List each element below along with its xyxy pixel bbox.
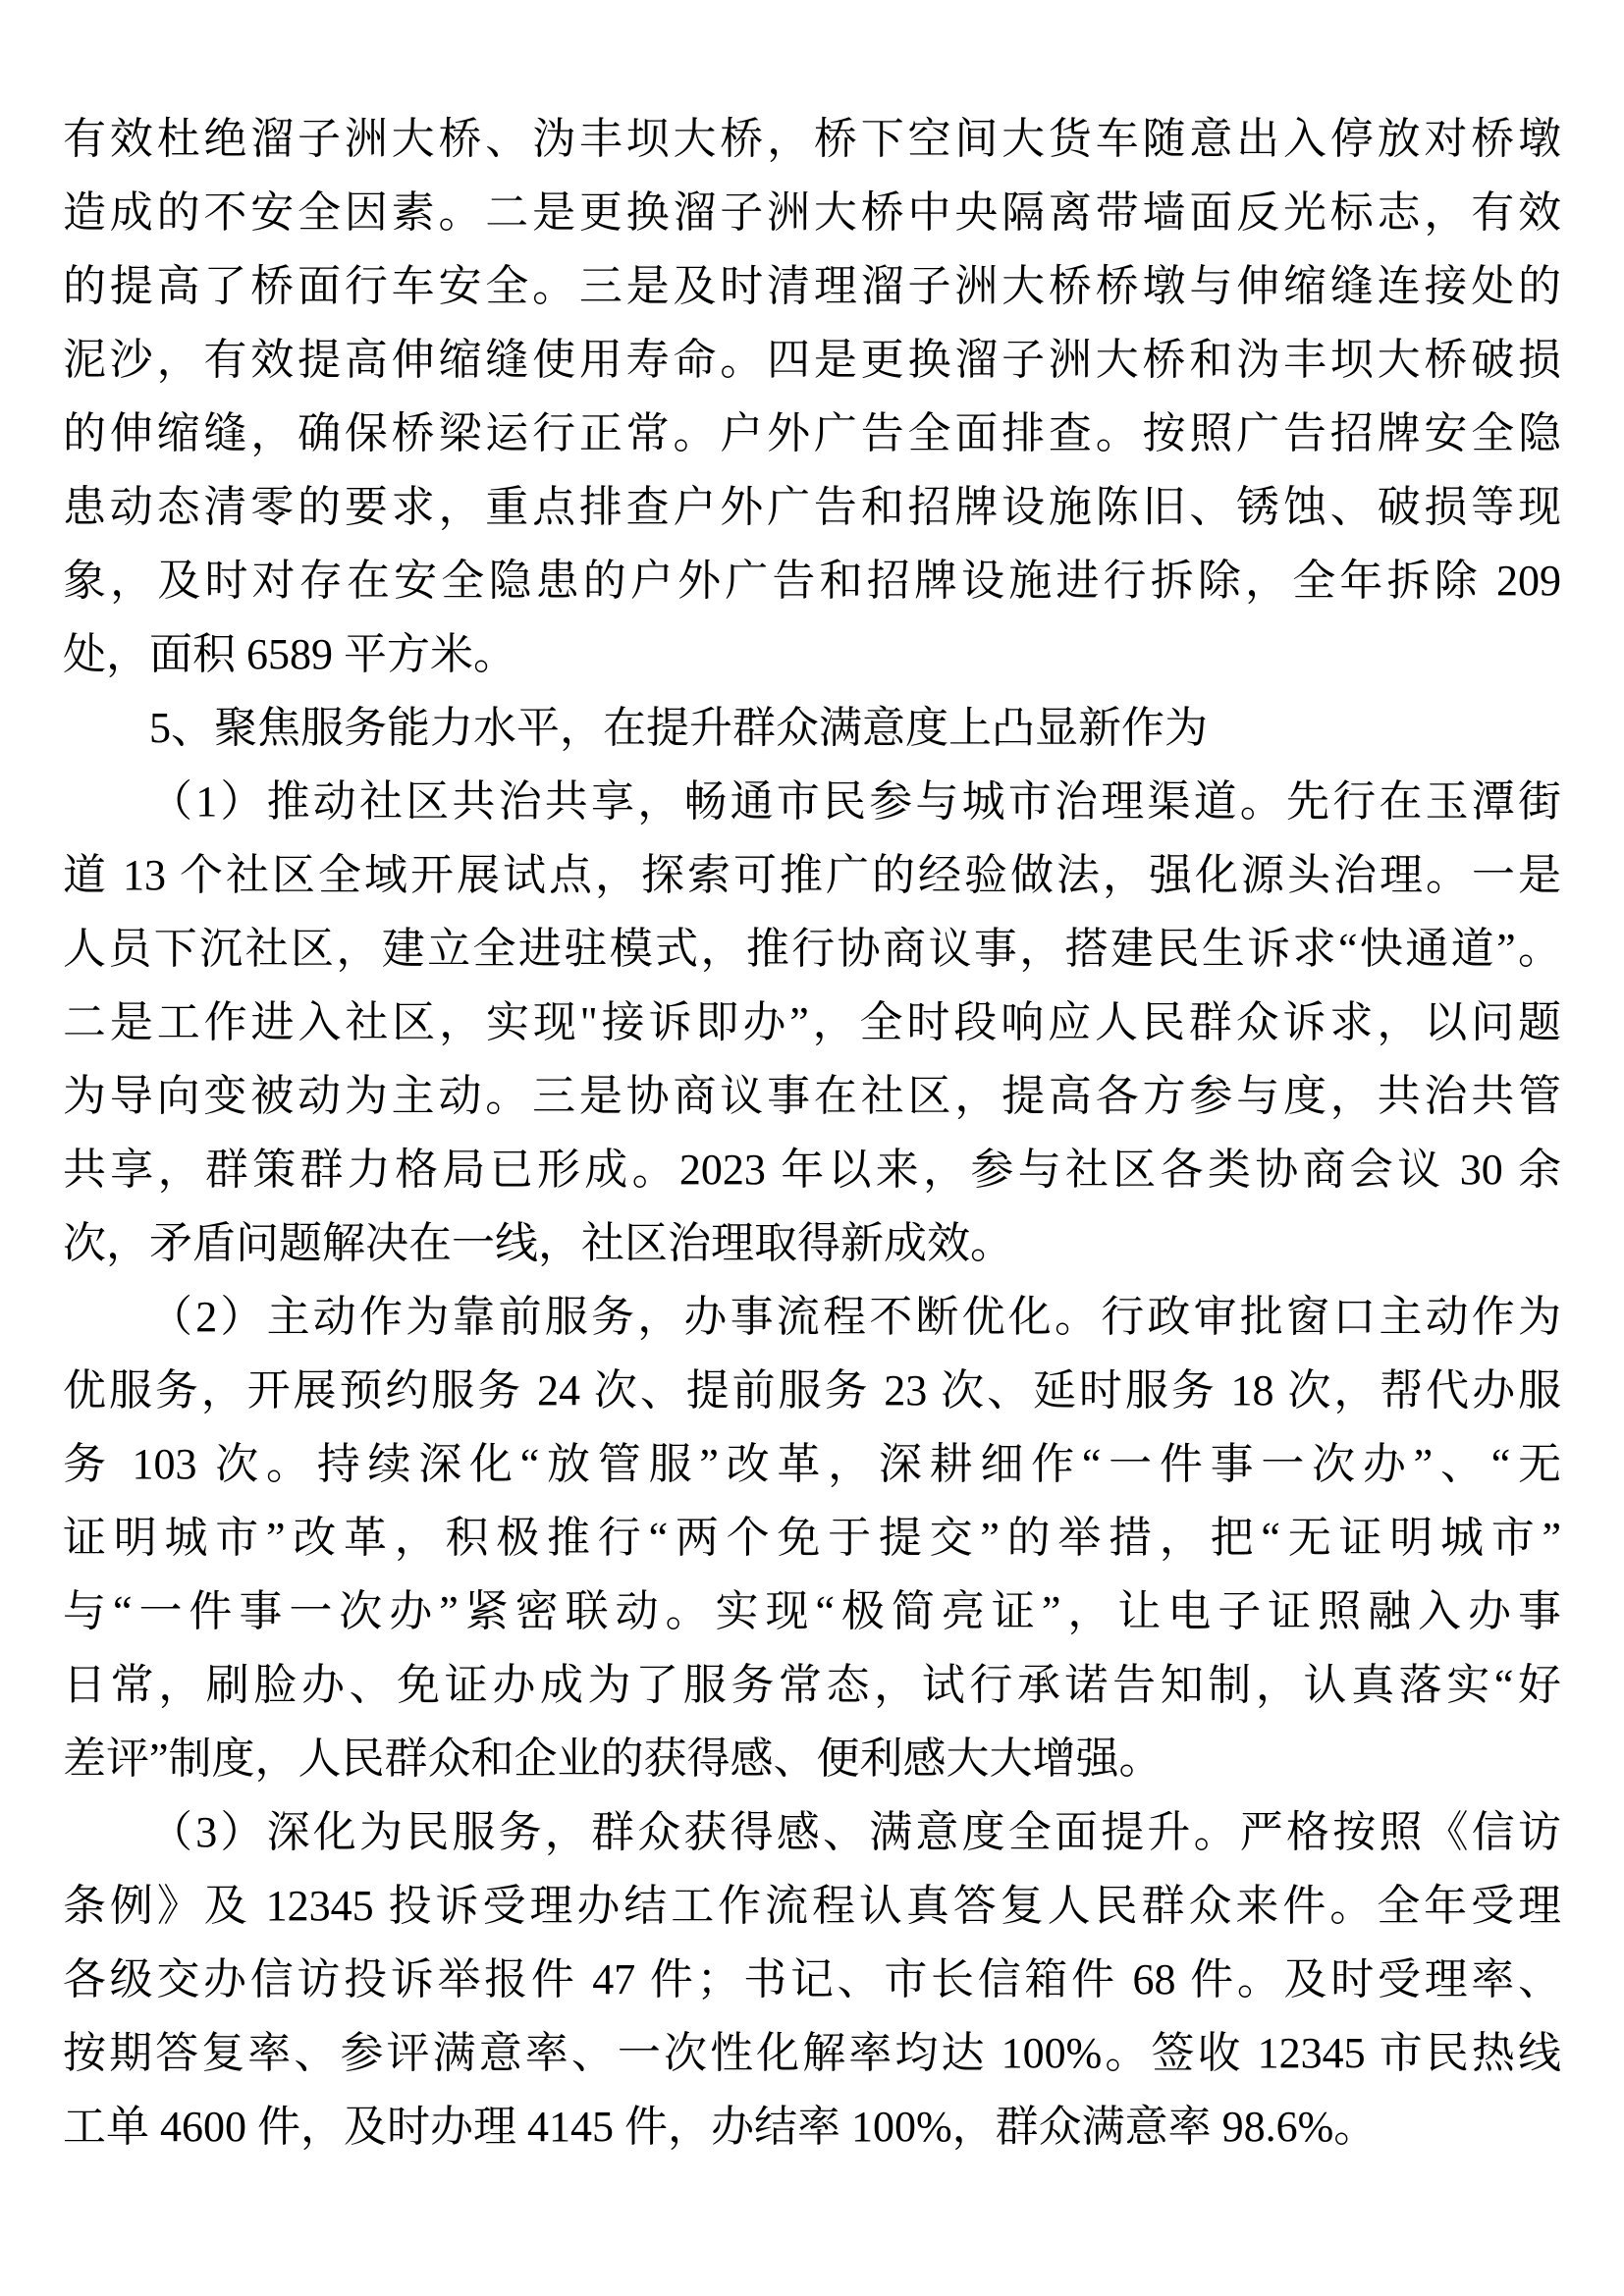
text-line: 的伸缩缝，确保桥梁运行正常。户外广告全面排查。按照广告招牌安全隐 bbox=[63, 409, 1561, 457]
page-body bbox=[63, 102, 1561, 2163]
text-line: 按期答复率、参评满意率、一次性化解率均达 100%。签收 12345 市民热线 bbox=[63, 2029, 1561, 2077]
text-line: 人员下沉社区，建立全进驻模式，推行协商议事，搭建民生诉求“快通道”。 bbox=[63, 925, 1561, 973]
text-line: 造成的不安全因素。二是更换溜子洲大桥中央隔离带墙面反光标志，有效 bbox=[63, 188, 1561, 237]
text-line: 差评”制度，人民群众和企业的获得感、便利感大大增强。 bbox=[63, 1735, 1163, 1783]
section-heading: 5、聚焦服务能力水平，在提升群众满意度上凸显新作为 bbox=[149, 704, 1208, 752]
text-line: 的提高了桥面行车安全。三是及时清理溜子洲大桥桥墩与伸缩缝连接处的 bbox=[63, 262, 1561, 310]
text-line: 处，面积 6589 平方米。 bbox=[63, 630, 516, 678]
text-line: 有效杜绝溜子洲大桥、沩丰坝大桥，桥下空间大货车随意出入停放对桥墩 bbox=[63, 115, 1561, 163]
text-line: 为导向变被动为主动。三是协商议事在社区，提高各方参与度，共治共管 bbox=[63, 1072, 1561, 1120]
text-line: 共享，群策群力格局已形成。2023 年以来，参与社区各类协商会议 30 余 bbox=[63, 1146, 1561, 1194]
text-line: （2）主动作为靠前服务，办事流程不断优化。行政审批窗口主动作为 bbox=[149, 1293, 1561, 1341]
text-line: 与“一件事一次办”紧密联动。实现“极简亮证”，让电子证照融入办事 bbox=[63, 1587, 1561, 1635]
text-line: 条例》及 12345 投诉受理办结工作流程认真答复人民群众来件。全年受理 bbox=[63, 1882, 1561, 1930]
text-line: 证明城市”改革，积极推行“两个免于提交”的举措，把“无证明城市” bbox=[63, 1514, 1561, 1562]
text-line: （3）深化为民服务，群众获得感、满意度全面提升。严格按照《信访 bbox=[149, 1808, 1561, 1856]
text-line: 二是工作进入社区，实现"接诉即办”，全时段响应人民群众诉求，以问题 bbox=[63, 998, 1561, 1046]
text-line: 道 13 个社区全域开展试点，探索可推广的经验做法，强化源头治理。一是 bbox=[63, 851, 1561, 899]
text-line: 各级交办信访投诉举报件 47 件；书记、市长信箱件 68 件。及时受理率、 bbox=[63, 1955, 1561, 2003]
text-line: 优服务，开展预约服务 24 次、提前服务 23 次、延时服务 18 次，帮代办服 bbox=[63, 1366, 1561, 1415]
text-line: 患动态清零的要求，重点排查户外广告和招牌设施陈旧、锈蚀、破损等现 bbox=[63, 483, 1561, 531]
text-line: 日常，刷脸办、免证办成为了服务常态，试行承诺告知制，认真落实“好 bbox=[63, 1661, 1561, 1709]
text-line: 工单 4600 件，及时办理 4145 件，办结率 100%，群众满意率 98.6%。 bbox=[63, 2103, 1378, 2151]
text-line: （1）推动社区共治共享，畅通市民参与城市治理渠道。先行在玉潭街 bbox=[149, 777, 1561, 826]
text-line: 务 103 次。持续深化“放管服”改革，深耕细作“一件事一次办”、“无 bbox=[63, 1440, 1561, 1488]
text-line: 次，矛盾问题解决在一线，社区治理取得新成效。 bbox=[63, 1219, 1013, 1267]
text-line: 象，及时对存在安全隐患的户外广告和招牌设施进行拆除，全年拆除 209 bbox=[63, 557, 1561, 605]
text-line: 泥沙，有效提高伸缩缝使用寿命。四是更换溜子洲大桥和沩丰坝大桥破损 bbox=[63, 336, 1561, 384]
